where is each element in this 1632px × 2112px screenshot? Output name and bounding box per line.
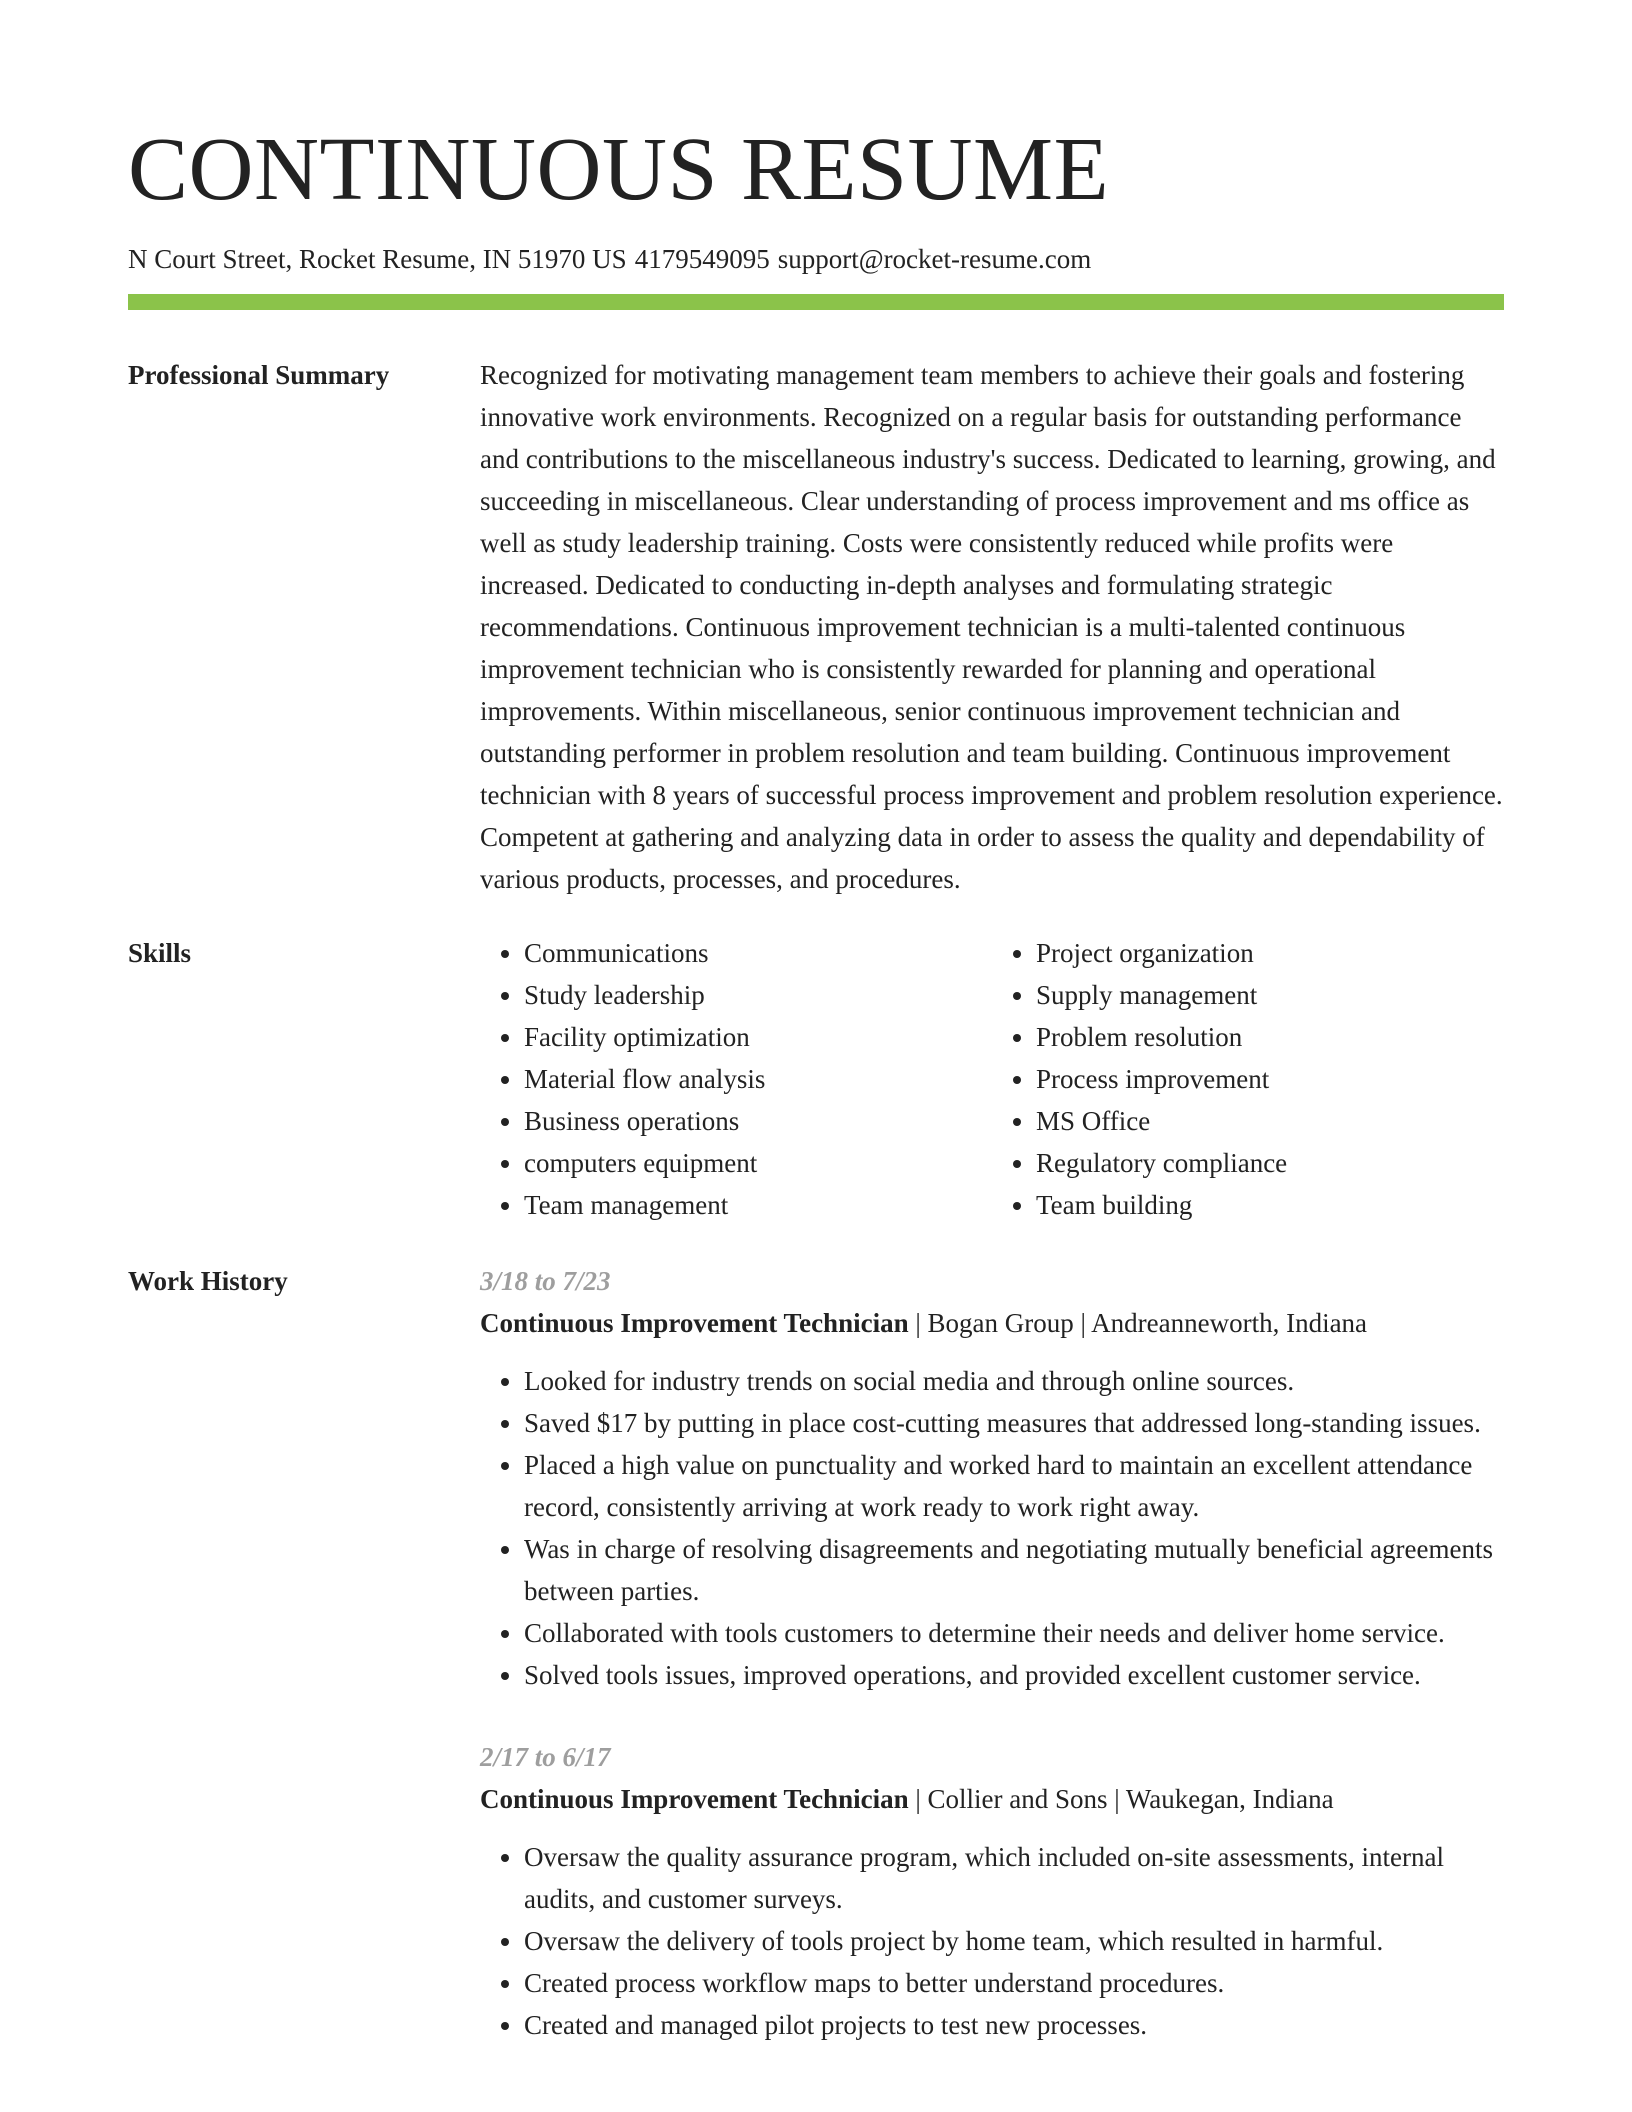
contact-phone: 4179549095 — [634, 244, 770, 274]
contact-address: N Court Street, Rocket Resume, IN 51970 US — [128, 244, 627, 274]
skills-heading: Skills — [128, 938, 192, 968]
skill-item: • Material flow analysis — [524, 1058, 992, 1100]
skill-item: • Business operations — [524, 1100, 992, 1142]
summary-body — [480, 354, 1504, 900]
job-entry — [480, 1736, 1504, 2046]
job-dates: 3/18 to 7/23 — [480, 1266, 611, 1296]
job-employer-location: | Collier and Sons | Waukegan, Indiana — [908, 1784, 1334, 1814]
job-employer-location: | Bogan Group | Andreanneworth, Indiana — [908, 1308, 1368, 1338]
job-title: Continuous Improvement Technician — [480, 1784, 909, 1814]
skill-item: • Project organization — [1036, 932, 1504, 974]
job-bullet-list — [480, 1360, 1504, 1696]
header-divider — [128, 294, 1504, 310]
work-history-heading: Work History — [128, 1266, 288, 1296]
job-bullet: • Saved $17 by putting in place cost-cutting measures that addressed long-standing issues. — [524, 1402, 1504, 1444]
skill-item: • Supply management — [1036, 974, 1504, 1016]
job-entry — [480, 1260, 1504, 1696]
job-title-line — [480, 1778, 1504, 1820]
job-bullet: • Oversaw the quality assurance program, which included on-site assessments, internal audits, and customer surveys. — [524, 1836, 1504, 1920]
summary-text: Recognized for motivating management team members to achieve their goals and fostering innovative work environments. Recognized on a regular basis for outstanding performance and contributions to the miscellaneous industry's success. Dedicated to learning, growing, and succeeding in miscellaneous. Clear understanding of process improvement and ms office as well as study leadership training. Costs were consistently reduced while profits were increased. Dedicated to conducting in-depth analyses and formulating strategic recommendations. Continuous improvement technician is a multi-talented continuous improvement technician who is consistently rewarded for planning and operational improvements. Within miscellaneous, senior continuous improvement technician and outstanding performer in problem resolution and team building. Continuous improvement technician with 8 years of successful process improvement and problem resolution experience. Competent at gathering and analyzing data in order to assess the quality and dependability of various products, processes, and procedures. — [480, 360, 1503, 894]
summary-heading: Professional Summary — [128, 360, 390, 390]
job-bullet: • Solved tools issues, improved operations, and provided excellent customer service. — [524, 1654, 1504, 1696]
skills-list-left — [480, 932, 992, 1226]
skill-item: • Communications — [524, 932, 992, 974]
work-history-body — [480, 1260, 1504, 2086]
skill-item: • Team management — [524, 1184, 992, 1226]
skill-item: • MS Office — [1036, 1100, 1504, 1142]
job-dates: 2/17 to 6/17 — [480, 1742, 611, 1772]
job-bullet: • Oversaw the delivery of tools project by home team, which resulted in harmful. — [524, 1920, 1504, 1962]
candidate-name: CONTINUOUS RESUME — [128, 120, 1110, 219]
summary-section — [128, 354, 1504, 900]
job-title: Continuous Improvement Technician — [480, 1308, 909, 1338]
job-title-line — [480, 1302, 1504, 1344]
skills-list-right — [992, 932, 1504, 1226]
work-history-section — [128, 1260, 1504, 2086]
skill-item: • Process improvement — [1036, 1058, 1504, 1100]
skills-columns — [480, 932, 1504, 1226]
skill-item: • Regulatory compliance — [1036, 1142, 1504, 1184]
skills-section — [128, 932, 1504, 1226]
job-bullet: • Created and managed pilot projects to test new processes. — [524, 2004, 1504, 2046]
skill-item: • Facility optimization — [524, 1016, 992, 1058]
job-bullet-list — [480, 1836, 1504, 2046]
job-bullet: • Was in charge of resolving disagreements and negotiating mutually beneficial agreements between parties. — [524, 1528, 1504, 1612]
skill-item: • Team building — [1036, 1184, 1504, 1226]
skill-item: • Problem resolution — [1036, 1016, 1504, 1058]
job-bullet: • Placed a high value on punctuality and worked hard to maintain an excellent attendance record, consistently arriving at work ready to work right away. — [524, 1444, 1504, 1528]
job-bullet: • Collaborated with tools customers to determine their needs and deliver home service. — [524, 1612, 1504, 1654]
contact-line — [128, 242, 1504, 276]
job-bullet: • Created process workflow maps to better understand procedures. — [524, 1962, 1504, 2004]
skills-body — [480, 932, 1504, 1226]
skill-item: • computers equipment — [524, 1142, 992, 1184]
skill-item: • Study leadership — [524, 974, 992, 1016]
job-bullet: • Looked for industry trends on social media and through online sources. — [524, 1360, 1504, 1402]
contact-email: support@rocket-resume.com — [777, 244, 1092, 274]
